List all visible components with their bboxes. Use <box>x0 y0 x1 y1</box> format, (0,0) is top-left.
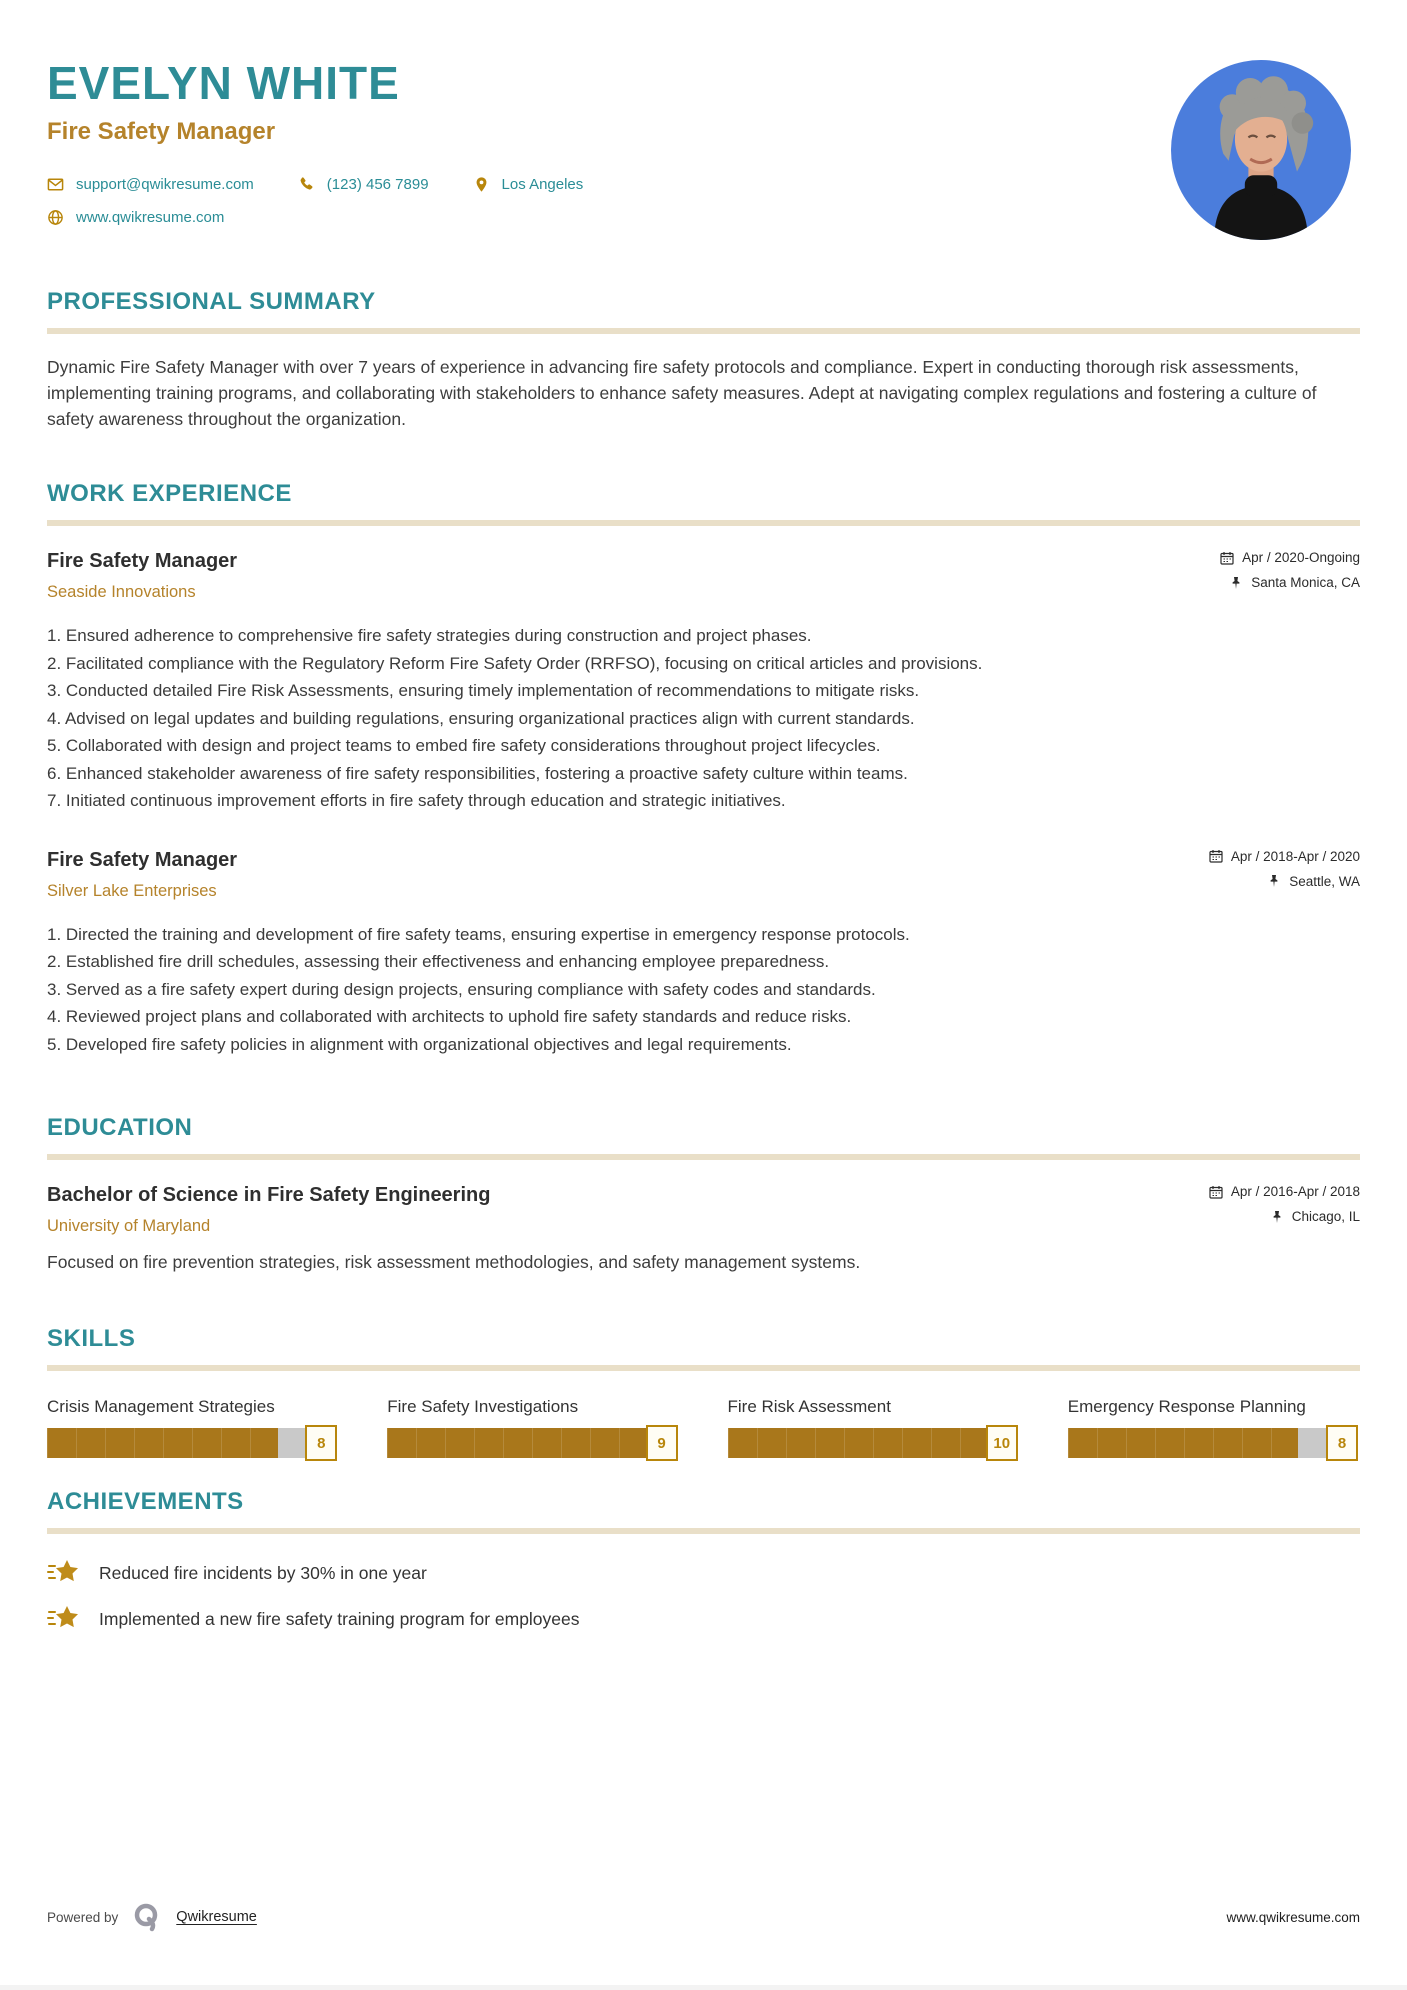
bullet: 1. Directed the training and development of fire safety teams, ensuring expertise in emergency response protocols. <box>47 924 910 944</box>
skill-bar <box>728 1428 1016 1458</box>
skill-bar <box>1068 1428 1356 1458</box>
qwikresume-link[interactable]: Qwikresume <box>176 1909 257 1925</box>
experience-entry <box>47 849 1360 1059</box>
job-location: Santa Monica, CA <box>1220 575 1360 590</box>
skill-item <box>1068 1395 1360 1458</box>
contact-website[interactable] <box>47 209 224 226</box>
job-company: Seaside Innovations <box>47 583 196 601</box>
summary-text: Dynamic Fire Safety Manager with over 7 years of experience in advancing fire safety protocols and compliance. Expert in conducting thorough risk assessments, implementing training programs, and collaborating with stakeholders to enhance safety measures. Adept at navigating complex regulations and fostering a culture of safety awareness throughout the organization. <box>47 357 1317 429</box>
footer <box>47 1902 1360 1932</box>
bullet: 2. Facilitated compliance with the Regulatory Reform Fire Safety Order (RRFSO), focusing on critical articles and provisions. <box>47 653 983 673</box>
summary-heading: PROFESSIONAL SUMMARY <box>47 288 376 315</box>
website-text: www.qwikresume.com <box>76 209 225 226</box>
section-skills <box>47 1325 1360 1458</box>
location-text: Los Angeles <box>501 176 584 193</box>
bullet: 5. Collaborated with design and project teams to embed fire safety considerations throughout project lifecycles. <box>47 736 881 755</box>
education-dates: Apr / 2016-Apr / 2018 <box>1209 1184 1360 1199</box>
skills-heading: SKILLS <box>47 1325 136 1352</box>
skill-level-badge: 9 <box>646 1425 678 1461</box>
job-dates: Apr / 2018-Apr / 2020 <box>1209 849 1360 864</box>
skill-bar-fill <box>1068 1428 1299 1458</box>
pushpin-icon <box>1270 1210 1284 1224</box>
education-location: Chicago, IL <box>1209 1209 1360 1224</box>
job-location: Seattle, WA <box>1209 874 1360 889</box>
skill-bar <box>387 1428 675 1458</box>
skill-name: Crisis Management Strategies <box>47 1397 275 1416</box>
location-pin-icon <box>473 176 490 193</box>
bullet: 3. Served as a fire safety expert during design projects, ensuring compliance with safety codes and standards. <box>47 979 876 999</box>
bullet: 3. Conducted detailed Fire Risk Assessments, ensuring timely implementation of recommendations to mitigate risks. <box>47 681 920 700</box>
job-bullets <box>47 921 1360 1059</box>
section-divider <box>47 1154 1360 1160</box>
skill-item <box>387 1395 679 1458</box>
candidate-name: EVELYN WHITE <box>47 57 400 109</box>
star-icon <box>47 1604 81 1634</box>
globe-icon <box>47 209 64 226</box>
achievement-item <box>47 1558 1360 1588</box>
school-name: University of Maryland <box>47 1217 211 1235</box>
pushpin-icon <box>1229 576 1243 590</box>
contact-phone <box>298 176 429 193</box>
skill-item <box>728 1395 1020 1458</box>
star-icon <box>47 1558 81 1588</box>
candidate-title: Fire Safety Manager <box>47 118 276 145</box>
section-divider <box>47 328 1360 334</box>
contact-email[interactable] <box>47 176 254 193</box>
job-title: Fire Safety Manager <box>47 848 238 871</box>
calendar-icon <box>1209 1185 1223 1199</box>
degree-title: Bachelor of Science in Fire Safety Engineering <box>47 1184 491 1206</box>
bullet: 2. Established fire drill schedules, assessing their effectiveness and enhancing employee preparedness. <box>47 952 830 971</box>
calendar-icon <box>1220 551 1234 565</box>
section-work-experience <box>47 480 1360 1058</box>
bullet: 6. Enhanced stakeholder awareness of fire safety responsibilities, fostering a proactive safety culture within teams. <box>47 763 908 783</box>
calendar-icon <box>1209 849 1223 863</box>
bullet: 5. Developed fire safety policies in alignment with organizational objectives and legal requirements. <box>47 1034 792 1054</box>
contact-row-2 <box>47 209 1360 226</box>
phone-text: (123) 456 7899 <box>326 176 429 193</box>
section-divider <box>47 520 1360 526</box>
experience-entry <box>47 550 1360 815</box>
experience-heading: WORK EXPERIENCE <box>47 480 292 507</box>
contact-row-1 <box>47 176 1360 193</box>
section-divider <box>47 1528 1360 1534</box>
skill-level-badge: 8 <box>305 1425 337 1461</box>
skill-bar-fill <box>47 1428 278 1458</box>
skills-grid <box>47 1395 1360 1458</box>
achievements-list <box>47 1558 1360 1634</box>
achievements-heading: ACHIEVEMENTS <box>47 1488 244 1515</box>
skill-level-badge: 8 <box>1326 1425 1358 1461</box>
bullet: 4. Advised on legal updates and building regulations, ensuring organizational practices align with current standards. <box>47 708 915 728</box>
skill-bar-fill <box>728 1428 1016 1458</box>
skill-bar-fill <box>387 1428 646 1458</box>
email-text: support@qwikresume.com <box>76 176 254 193</box>
bottom-strip <box>0 1985 1407 1990</box>
profile-photo <box>1171 60 1351 240</box>
pushpin-icon <box>1267 874 1281 888</box>
skill-item <box>47 1395 339 1458</box>
section-professional-summary <box>47 288 1360 432</box>
email-icon <box>47 176 64 193</box>
contact-location <box>473 176 584 193</box>
qwikresume-logo-icon <box>132 1902 162 1932</box>
job-company: Silver Lake Enterprises <box>47 881 217 900</box>
header <box>47 56 1360 226</box>
skill-name: Fire Safety Investigations <box>387 1397 579 1416</box>
bullet: 7. Initiated continuous improvement efforts in fire safety through education and strategic initiatives. <box>47 791 786 810</box>
section-education <box>47 1114 1360 1273</box>
bullet: 1. Ensured adherence to comprehensive fire safety strategies during construction and project phases. <box>47 626 812 645</box>
job-dates: Apr / 2020-Ongoing <box>1220 550 1360 565</box>
powered-by-label: Powered by <box>47 1909 119 1925</box>
achievement-text: Implemented a new fire safety training program for employees <box>99 1608 580 1629</box>
skill-name: Fire Risk Assessment <box>727 1397 891 1416</box>
skill-name: Emergency Response Planning <box>1067 1397 1306 1416</box>
job-title: Fire Safety Manager <box>47 550 238 572</box>
skill-bar <box>47 1428 335 1458</box>
bullet: 4. Reviewed project plans and collaborated with architects to uphold fire safety standards and reduce risks. <box>47 1007 852 1026</box>
education-entry <box>47 1184 1360 1273</box>
education-description: Focused on fire prevention strategies, risk assessment methodologies, and safety management systems. <box>47 1252 861 1272</box>
achievement-text: Reduced fire incidents by 30% in one year <box>99 1562 427 1583</box>
footer-website-link[interactable]: www.qwikresume.com <box>1226 1909 1360 1925</box>
education-heading: EDUCATION <box>47 1114 193 1141</box>
job-bullets <box>47 622 1360 815</box>
section-achievements <box>47 1488 1360 1634</box>
skill-level-badge: 10 <box>986 1425 1018 1461</box>
section-divider <box>47 1365 1360 1371</box>
phone-icon <box>298 176 315 193</box>
achievement-item <box>47 1604 1360 1634</box>
